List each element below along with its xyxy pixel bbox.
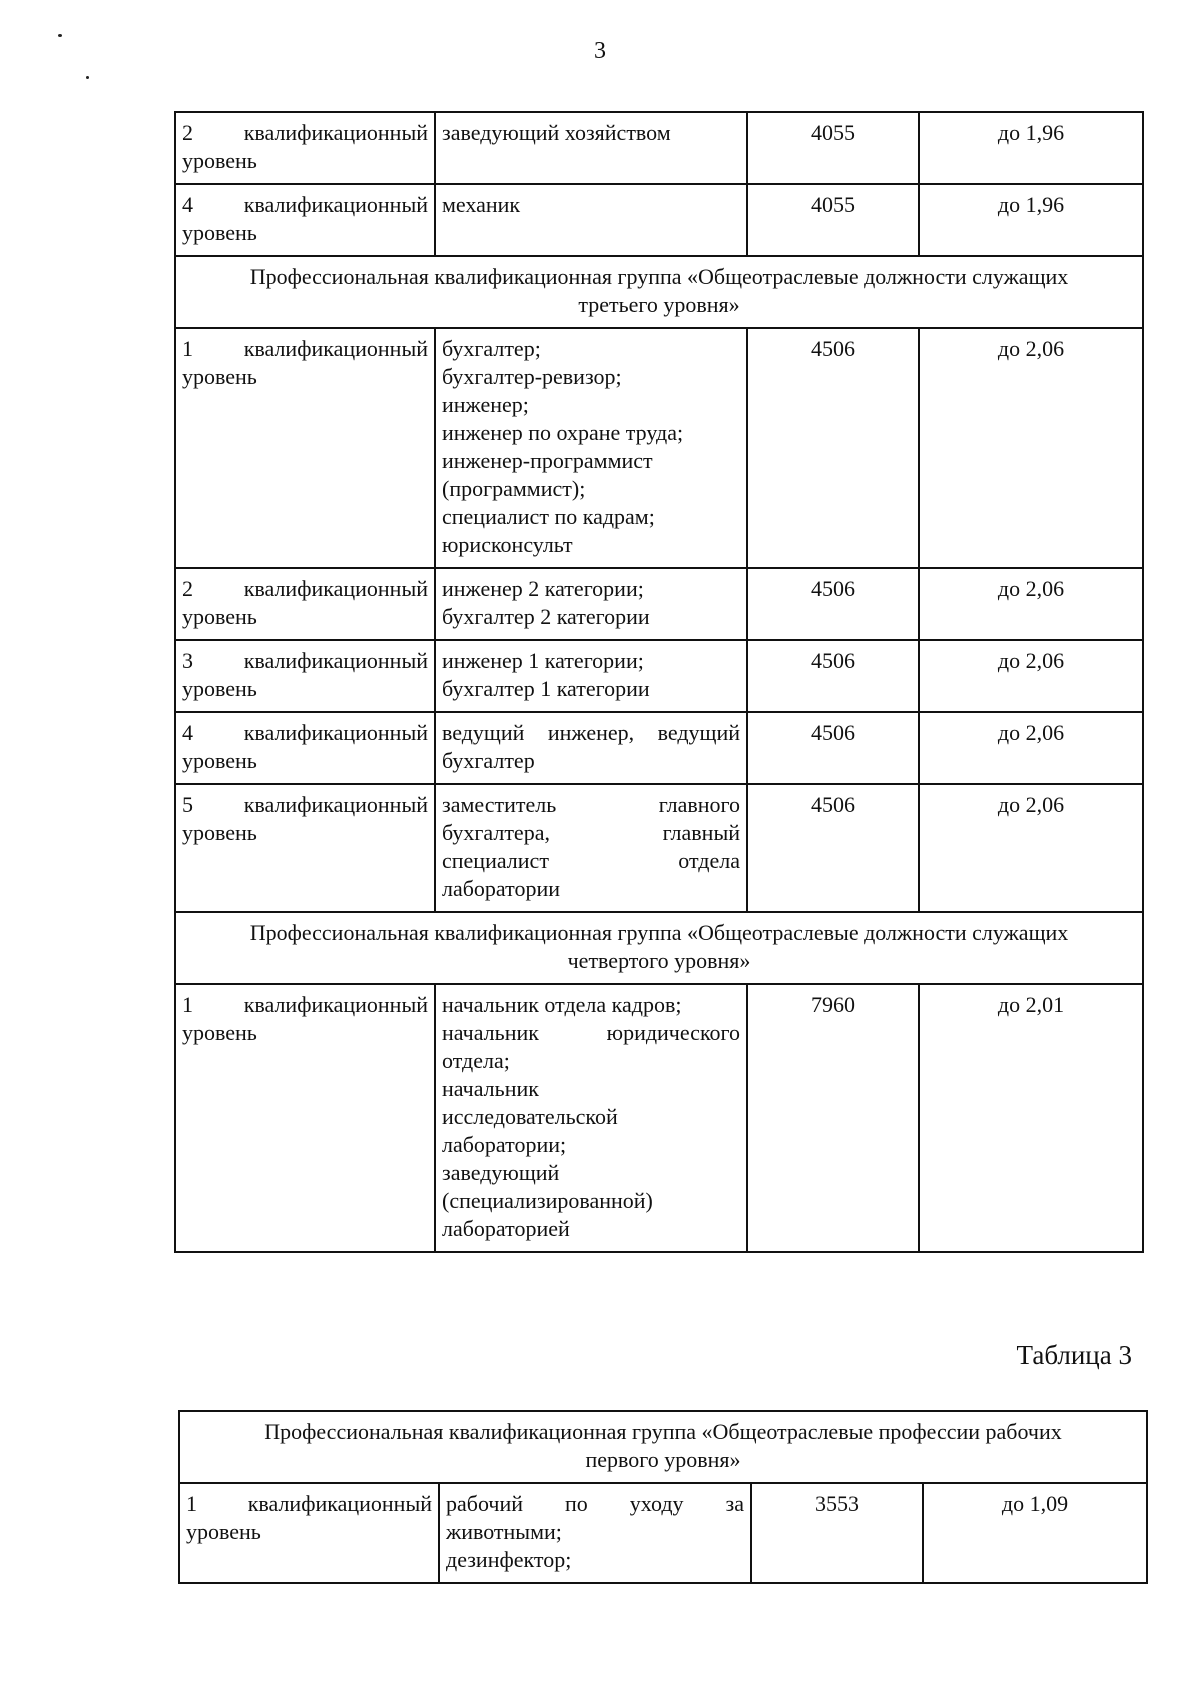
table-row bbox=[175, 568, 1143, 640]
position-line: лабораторией bbox=[442, 1216, 570, 1241]
table-caption: Таблица 3 bbox=[1016, 1340, 1132, 1370]
level-cell bbox=[175, 640, 435, 712]
level-word: квалификационный bbox=[243, 336, 428, 361]
salary-cell: 4506 bbox=[747, 640, 919, 712]
position-line: (программист); bbox=[442, 476, 586, 501]
level-line: уровень bbox=[182, 604, 257, 629]
position-line: инженер по охране труда; bbox=[442, 420, 684, 445]
level-number: 3 bbox=[182, 648, 193, 673]
level-line: уровень bbox=[182, 148, 257, 173]
level-line bbox=[182, 719, 428, 747]
group-header-row bbox=[175, 256, 1143, 328]
level-line: уровень bbox=[186, 1519, 261, 1544]
position-line: юрисконсульт bbox=[442, 532, 573, 557]
position-line: рабочий по уходу за bbox=[446, 1491, 744, 1516]
position-cell bbox=[435, 784, 747, 912]
table-row bbox=[175, 328, 1143, 568]
coefficient-cell: до 1,96 bbox=[919, 112, 1143, 184]
salary-cell: 4506 bbox=[747, 328, 919, 568]
level-number: 1 bbox=[182, 336, 193, 361]
position-line: бухгалтер 1 категории bbox=[442, 676, 650, 701]
qualification-table-continued bbox=[174, 111, 1144, 1253]
level-line bbox=[182, 575, 428, 603]
position-line: бухгалтер bbox=[442, 748, 535, 773]
position-line: бухгалтера, главный bbox=[442, 820, 740, 845]
coefficient-cell: до 2,06 bbox=[919, 640, 1143, 712]
salary-cell: 4055 bbox=[747, 184, 919, 256]
salary-cell: 3553 bbox=[751, 1483, 923, 1583]
table-row bbox=[175, 640, 1143, 712]
level-number: 4 bbox=[182, 192, 193, 217]
level-number: 1 bbox=[186, 1491, 197, 1516]
position-line: заведующий хозяйством bbox=[442, 120, 671, 145]
group-title-line: Профессиональная квалификационная группа «Общеотраслевые должности служащих bbox=[249, 264, 1069, 289]
group-title-line: третьего уровня» bbox=[578, 292, 740, 317]
salary-cell: 7960 bbox=[747, 984, 919, 1252]
level-cell bbox=[175, 984, 435, 1252]
level-line: уровень bbox=[182, 1020, 257, 1045]
coefficient-cell: до 2,01 bbox=[919, 984, 1143, 1252]
level-word: квалификационный bbox=[243, 576, 428, 601]
level-line bbox=[186, 1490, 432, 1518]
level-word: квалификационный bbox=[243, 648, 428, 673]
position-line: (специализированной) bbox=[442, 1188, 653, 1213]
level-number: 2 bbox=[182, 576, 193, 601]
level-cell bbox=[175, 784, 435, 912]
position-line: начальник bbox=[442, 1076, 539, 1101]
group-header-row bbox=[175, 912, 1143, 984]
position-line: ведущий инженер, ведущий bbox=[442, 720, 740, 745]
level-line bbox=[182, 335, 428, 363]
position-line: заместитель главного bbox=[442, 792, 740, 817]
position-line: бухгалтер; bbox=[442, 336, 541, 361]
level-cell bbox=[175, 112, 435, 184]
level-line: уровень bbox=[182, 364, 257, 389]
position-line: начальник отдела кадров; bbox=[442, 992, 682, 1017]
page-number: 3 bbox=[594, 38, 606, 64]
level-line bbox=[182, 191, 428, 219]
level-word: квалификационный bbox=[247, 1491, 432, 1516]
position-line: инженер 2 категории; bbox=[442, 576, 644, 601]
position-line: инженер 1 категории; bbox=[442, 648, 644, 673]
position-line: исследовательской bbox=[442, 1104, 618, 1129]
level-line: уровень bbox=[182, 220, 257, 245]
level-cell bbox=[175, 328, 435, 568]
level-word: квалификационный bbox=[243, 992, 428, 1017]
position-line: дезинфектор; bbox=[446, 1547, 572, 1572]
position-line: механик bbox=[442, 192, 521, 217]
position-line: лаборатории; bbox=[442, 1132, 567, 1157]
position-cell bbox=[435, 712, 747, 784]
table-row bbox=[175, 784, 1143, 912]
level-number: 2 bbox=[182, 120, 193, 145]
salary-cell: 4506 bbox=[747, 712, 919, 784]
position-cell bbox=[435, 640, 747, 712]
position-cell bbox=[435, 328, 747, 568]
coefficient-cell: до 2,06 bbox=[919, 328, 1143, 568]
table-body bbox=[179, 1411, 1147, 1583]
position-cell bbox=[439, 1483, 751, 1583]
group-title-line: первого уровня» bbox=[585, 1447, 741, 1472]
position-cell bbox=[435, 184, 747, 256]
table-row bbox=[179, 1483, 1147, 1583]
level-line: уровень bbox=[182, 820, 257, 845]
position-line: начальник юридического bbox=[442, 1020, 740, 1045]
level-word: квалификационный bbox=[243, 192, 428, 217]
level-word: квалификационный bbox=[243, 720, 428, 745]
level-number: 5 bbox=[182, 792, 193, 817]
position-line: инженер; bbox=[442, 392, 529, 417]
position-line: лаборатории bbox=[442, 876, 561, 901]
scan-speck bbox=[86, 76, 89, 79]
level-line: уровень bbox=[182, 748, 257, 773]
level-word: квалификационный bbox=[243, 120, 428, 145]
level-number: 1 bbox=[182, 992, 193, 1017]
coefficient-cell: до 2,06 bbox=[919, 784, 1143, 912]
coefficient-cell: до 2,06 bbox=[919, 568, 1143, 640]
group-title-cell bbox=[179, 1411, 1147, 1483]
coefficient-cell: до 1,09 bbox=[923, 1483, 1147, 1583]
level-cell bbox=[179, 1483, 439, 1583]
position-line: отдела; bbox=[442, 1048, 510, 1073]
table-row bbox=[175, 184, 1143, 256]
group-header-row bbox=[179, 1411, 1147, 1483]
group-title-line: Профессиональная квалификационная группа «Общеотраслевые должности служащих bbox=[249, 920, 1069, 945]
level-line bbox=[182, 791, 428, 819]
position-line: инженер-программист bbox=[442, 448, 653, 473]
position-cell bbox=[435, 112, 747, 184]
scan-speck bbox=[58, 34, 62, 37]
table-body bbox=[175, 112, 1143, 1252]
coefficient-cell: до 2,06 bbox=[919, 712, 1143, 784]
position-line: заведующий bbox=[442, 1160, 560, 1185]
group-title-line: четвертого уровня» bbox=[567, 948, 751, 973]
level-word: квалификационный bbox=[243, 792, 428, 817]
position-cell bbox=[435, 984, 747, 1252]
group-title-cell bbox=[175, 256, 1143, 328]
position-line: специалист отдела bbox=[442, 848, 740, 873]
position-line: специалист по кадрам; bbox=[442, 504, 655, 529]
table-row bbox=[175, 984, 1143, 1252]
level-line bbox=[182, 991, 428, 1019]
level-cell bbox=[175, 712, 435, 784]
level-line bbox=[182, 119, 428, 147]
level-cell bbox=[175, 184, 435, 256]
level-line bbox=[182, 647, 428, 675]
coefficient-cell: до 1,96 bbox=[919, 184, 1143, 256]
level-number: 4 bbox=[182, 720, 193, 745]
group-title-cell bbox=[175, 912, 1143, 984]
level-cell bbox=[175, 568, 435, 640]
salary-cell: 4055 bbox=[747, 112, 919, 184]
group-title-line: Профессиональная квалификационная группа «Общеотраслевые профессии рабочих bbox=[264, 1419, 1062, 1444]
position-line: бухгалтер-ревизор; bbox=[442, 364, 622, 389]
position-cell bbox=[435, 568, 747, 640]
salary-cell: 4506 bbox=[747, 568, 919, 640]
position-line: бухгалтер 2 категории bbox=[442, 604, 650, 629]
table-row bbox=[175, 112, 1143, 184]
salary-cell: 4506 bbox=[747, 784, 919, 912]
qualification-table-3 bbox=[178, 1410, 1148, 1584]
table-row bbox=[175, 712, 1143, 784]
position-line: животными; bbox=[446, 1519, 562, 1544]
level-line: уровень bbox=[182, 676, 257, 701]
